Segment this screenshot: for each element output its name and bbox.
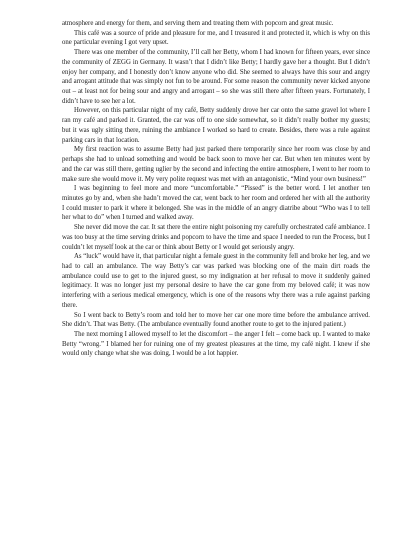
- paragraph-5: My first reaction was to assume Betty had just parked there temporarily since her room was close by and perhaps she had to unload something and would be back soon to move her car. But when ten minutes went by and the car was still there, getting uglier by the second and infecting the entire atmosphere, I went to her room to make sure she would move it. My very polite request was met with an antagonistic, “Mind your own business!”: [62, 146, 370, 183]
- paragraph-2: This café was a source of pride and pleasure for me, and I treasured it and protected it, which is why on this one particular evening I got very upset.: [62, 29, 370, 47]
- paragraph-10: The next morning I allowed myself to let the discomfort – the anger I felt – come back up. I wanted to make Betty “wrong.” I blamed her for ruining one of my greatest pleasures at the time, my café night. I knew if she would only change what she was doing, I would be a lot happier.: [62, 331, 370, 358]
- paragraph-9: So I went back to Betty’s room and told her to move her car one more time before the ambulance arrived. She didn’t. That was Betty. (The ambulance eventually found another route to get to the injured patient.): [62, 311, 370, 329]
- paragraph-1: atmosphere and energy for them, and serving them and treating them with popcorn and great music.: [62, 20, 334, 27]
- paragraph-3: There was one member of the community, I’ll call her Betty, whom I had known for fifteen years, ever since the community of ZEGG in Germany. It wasn’t that I didn’t like Betty; I hardly gave her a thought. But I didn’t enjoy her company, and I honestly don’t know anyone who did. She seemed to always have this sour and angry and arrogant attitude that was simply not fun to be around. For some reason the community never kicked anyone out – at least not for being sour and angry and arrogant – so she was still there after fifteen years. Fortunately, I didn’t have to see her a lot.: [62, 49, 370, 105]
- paragraph-7: She never did move the car. It sat there the entire night poisoning my carefully orchestrated café ambiance. I was too busy at the time serving drinks and popcorn to have the time and space I needed to run the Process, but I couldn’t let myself look at the car or think about Betty or I would get seriously angry.: [62, 224, 370, 251]
- paragraph-4: However, on this particular night of my café, Betty suddenly drove her car onto the same gravel lot where I ran my café and parked it. Granted, the car was off to one side somewhat, so it didn’t really bother my guests; but it was ugly sitting there, ruining the ambiance I worked so hard to create. Besides, there was a rule against parking cars in that location.: [62, 107, 370, 144]
- paragraph-6: I was beginning to feel more and more “uncomfortable.” “Pissed” is the better word. I let another ten minutes go by and, when she hadn’t moved the car, went back to her room and ordered her with all the authority I could muster to park it where it belonged. She was in the middle of an angry diatribe about “Who was I to tell her what to do” when I turned and walked away.: [62, 185, 370, 222]
- paragraph-8: As “luck” would have it, that particular night a female guest in the community fell and broke her leg, and we had to call an ambulance. The way Betty’s car was parked was blocking one of the main dirt roads the ambulance could use to get to the injured guest, so my indignation at her refusal to move it suddenly gained legitimacy. It was no longer just my personal desire to have the car gone from my beloved café; it was now interfering with a serious medical emergency, which is one of the reasons why there was a rule against parking there.: [62, 253, 370, 309]
